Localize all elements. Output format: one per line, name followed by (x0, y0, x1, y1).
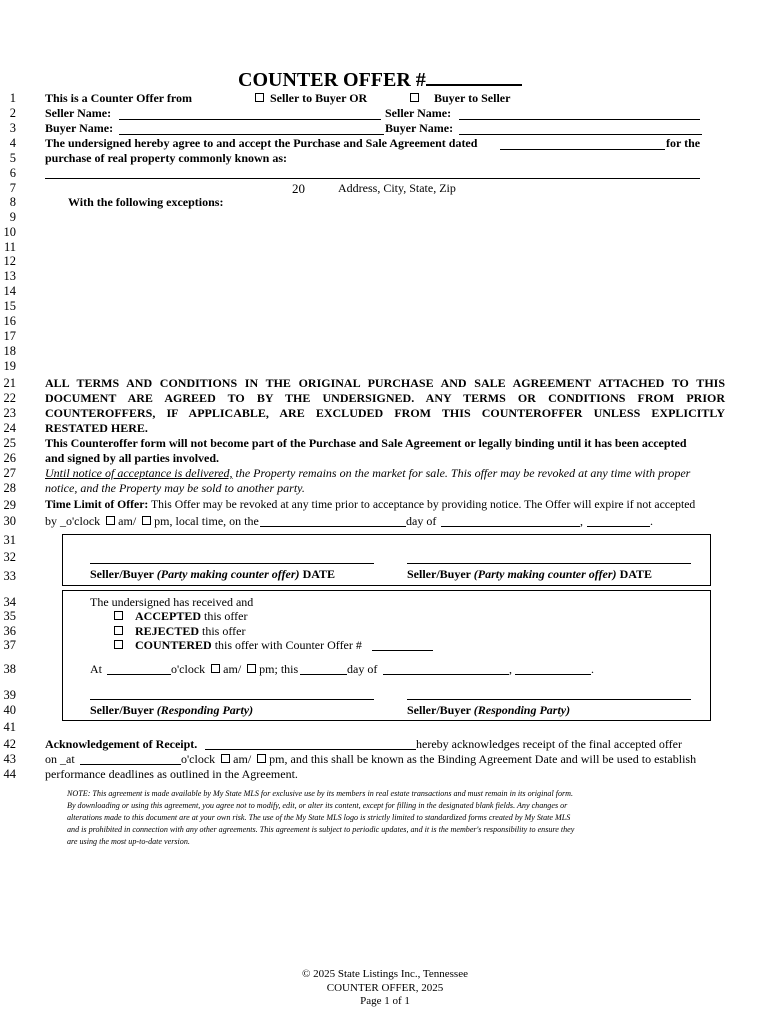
expiry-day-of: day of (406, 514, 437, 528)
line-number: 28 (3, 481, 16, 495)
checkbox-icon[interactable] (255, 93, 264, 102)
response-comma: , (509, 662, 512, 676)
line-number: 26 (3, 451, 16, 465)
line-number: 36 (3, 624, 16, 638)
sig-party: (Responding Party) (156, 703, 254, 717)
response-day-field[interactable] (300, 674, 347, 675)
ack-am: am/ (233, 752, 252, 766)
ack-rest: pm, and this shall be known as the Binding Agreement Date and will be used to establish (269, 752, 697, 766)
line-number: 9 (9, 210, 16, 224)
counter-offer-number-input[interactable] (372, 650, 433, 651)
accepted-label: ACCEPTED (135, 609, 202, 623)
seller-to-buyer-option[interactable] (252, 91, 367, 106)
terms-line-1: ALL TERMS AND CONDITIONS IN THE ORIGINAL PURCHASE AND SALE AGREEMENT ATTACHED TO THIS (45, 376, 725, 390)
am-checkbox-icon[interactable] (221, 754, 230, 763)
buyer-to-seller-label: Buyer to Seller (434, 91, 511, 105)
expiry-by: by _o'clock (45, 514, 101, 528)
terms-line-2: DOCUMENT ARE AGREED TO BY THE UNDERSIGNED. ANY TERMS OR CONDITIONS FROM PRIOR (45, 391, 725, 405)
response-am: am/ (223, 662, 242, 676)
line-number: 23 (3, 406, 16, 420)
sig-role: Seller/Buyer (407, 703, 474, 717)
line-number: 25 (3, 436, 16, 450)
seller-name-label-1: Seller Name: (45, 106, 112, 120)
sig-date: DATE (299, 567, 336, 581)
purchase-text: purchase of real property commonly known as: (45, 151, 288, 165)
line-number: 6 (9, 166, 16, 180)
sig-role: Seller/Buyer (90, 567, 157, 581)
agree-for-text: for the (666, 136, 701, 150)
buyer-name-label-2: Buyer Name: (385, 121, 454, 135)
sig-role: Seller/Buyer (407, 567, 474, 581)
response-signature-label-left (90, 703, 253, 718)
line-number: 30 (3, 514, 16, 528)
note-line: By downloading or using this agreement, you agree not to modify, edit, or alter its content, except for filling in the designated blank fields. Any changes or (67, 801, 568, 811)
time-limit-label: Time Limit of Offer: (45, 498, 149, 511)
time-limit-line (45, 498, 695, 511)
ack-time-field[interactable] (80, 764, 181, 765)
checkbox-icon[interactable] (114, 626, 123, 635)
expiry-line (45, 514, 259, 529)
note-line: alterations made to this document are at your own risk. The use of the My State MLS logo is strictly limited to standardized forms created by My State MLS (67, 813, 571, 823)
offer-signature-label-left (90, 567, 335, 582)
legal-note (67, 788, 707, 848)
notice-rest: the Property remains on the market for sale. This offer may be revoked at any time with proper (232, 466, 691, 480)
line-number: 24 (3, 421, 16, 435)
property-address-field[interactable] (45, 178, 700, 179)
exceptions-text-area[interactable] (66, 212, 706, 362)
line-number: 3 (9, 121, 16, 135)
response-hour-field[interactable] (107, 674, 171, 675)
note-line: are using the most up-to-date version. (67, 837, 190, 847)
agree-text: The undersigned hereby agree to and accept the Purchase and Sale Agreement dated (45, 136, 478, 150)
sig-date: DATE (616, 567, 653, 581)
rejected-label: REJECTED (135, 624, 200, 638)
pm-checkbox-icon[interactable] (257, 754, 266, 763)
ack-oclock: o'clock (181, 752, 216, 766)
response-at: At (90, 662, 102, 676)
accepted-rest: this offer (201, 609, 248, 623)
terms-line-3: COUNTEROFFERS, IF APPLICABLE, ARE EXCLUDED FROM THIS COUNTEROFFER UNLESS EXPLICITLY (45, 406, 725, 420)
line-number: 29 (3, 498, 16, 512)
offer-signature-label-right (407, 567, 652, 582)
am-label: am/ (118, 514, 137, 528)
sig-party: (Responding Party) (473, 703, 571, 717)
address-label: Address, City, State, Zip (338, 181, 456, 195)
line-number: 33 (3, 569, 16, 583)
rejected-rest: this offer (199, 624, 246, 638)
binding-line-2: and signed by all parties involved. (45, 451, 220, 465)
response-oclock: o'clock (171, 662, 206, 676)
response-month-field[interactable] (383, 674, 509, 675)
line-number: 12 (3, 254, 16, 268)
form-title (238, 66, 522, 92)
sig-party: (Party making counter offer) (473, 567, 617, 581)
countered-option[interactable] (111, 638, 362, 653)
binding-line-1: This Counteroffer form will not become part of the Purchase and Sale Agreement or legally binding until it has been accepted (45, 436, 687, 450)
accepted-option[interactable] (111, 609, 247, 624)
ack-time-line (181, 752, 696, 767)
offer-signature-field-right[interactable] (407, 563, 691, 564)
line-number: 38 (3, 662, 16, 676)
response-intro: The undersigned has received and (90, 595, 254, 609)
agreement-date-field[interactable] (500, 149, 665, 150)
terms-line-4: RESTATED HERE. (45, 421, 148, 435)
ack-line-3: performance deadlines as outlined in the Agreement. (45, 767, 298, 781)
line-number: 7 (9, 181, 16, 195)
line-number: 44 (3, 767, 16, 781)
checkbox-icon[interactable] (114, 611, 123, 620)
title-text: COUNTER OFFER # (238, 69, 426, 91)
line-number: 16 (3, 314, 16, 328)
ack-text-1: hereby acknowledges receipt of the final accepted offer (416, 737, 682, 751)
buyer-to-seller-option[interactable] (407, 91, 510, 106)
sig-role: Seller/Buyer (90, 703, 157, 717)
am-checkbox-icon[interactable] (106, 516, 115, 525)
line-number: 11 (3, 240, 16, 254)
response-year-field[interactable] (515, 674, 591, 675)
line-number: 39 (3, 688, 16, 702)
ack-label: Acknowledgement of Receipt. (45, 737, 198, 751)
pm-checkbox-icon[interactable] (247, 664, 256, 673)
sig-party: (Party making counter offer) (156, 567, 300, 581)
notice-line-1 (45, 466, 690, 481)
seller-name-field-1[interactable] (119, 119, 381, 120)
line-number: 17 (3, 329, 16, 343)
checkbox-icon[interactable] (410, 93, 419, 102)
buyer-name-field-1[interactable] (119, 134, 384, 135)
line-number: 43 (3, 752, 16, 766)
line-number: 34 (3, 595, 16, 609)
note-line: NOTE: This agreement is made available by My State MLS for exclusive use by its members in real estate transactions and must remain in its original form. (67, 789, 574, 798)
expiry-period: . (650, 514, 653, 528)
response-period: . (591, 662, 594, 676)
checkbox-icon[interactable] (114, 640, 123, 649)
footer-copyright: © 2025 State Listings Inc., Tennessee (302, 968, 468, 980)
line-number: 35 (3, 609, 16, 623)
line-number: 5 (9, 151, 16, 165)
buyer-name-label-1: Buyer Name: (45, 121, 114, 135)
line-number: 1 (9, 91, 16, 105)
response-signature-field-left[interactable] (90, 699, 374, 700)
line-number: 10 (3, 225, 16, 239)
line-number: 19 (3, 359, 16, 373)
seller-to-buyer-label: Seller to Buyer OR (270, 91, 368, 105)
response-day-of: day of (347, 662, 378, 676)
note-line: and is prohibited in connection with any other agreements. This agreement is subject to periodic updates, and it is the member's responsibility to ensure they (67, 825, 575, 835)
seller-name-field-2[interactable] (459, 119, 700, 120)
buyer-name-field-2[interactable] (459, 134, 702, 135)
line-number: 41 (3, 720, 16, 734)
expiry-month-field[interactable] (441, 526, 580, 527)
line-number: 4 (9, 136, 16, 150)
line-number: 40 (3, 703, 16, 717)
response-time-line (171, 662, 298, 677)
counter-from-label: This is a Counter Offer from (45, 91, 192, 105)
counter-offer-number-field[interactable] (426, 66, 522, 86)
rejected-option[interactable] (111, 624, 245, 639)
notice-underlined: Until notice of acceptance is delivered, (45, 466, 233, 480)
countered-label: COUNTERED (135, 638, 212, 652)
year-prefix: 20 (292, 181, 305, 196)
expiry-year-field[interactable] (587, 526, 650, 527)
response-signature-field-right[interactable] (407, 699, 691, 700)
notice-line-2: notice, and the Property may be sold to another party. (45, 481, 305, 495)
footer-form-name: COUNTER OFFER, 2025 (326, 982, 444, 994)
line-number: 21 (3, 376, 16, 390)
am-checkbox-icon[interactable] (211, 664, 220, 673)
expiry-comma: , (580, 514, 583, 528)
line-number: 27 (3, 466, 16, 480)
line-number: 2 (9, 106, 16, 120)
countered-rest: this offer with Counter Offer # (211, 638, 362, 652)
response-signature-label-right (407, 703, 570, 718)
line-number: 14 (3, 284, 16, 298)
expiry-date-field[interactable] (260, 526, 406, 527)
exceptions-label: With the following exceptions: (68, 195, 224, 209)
line-number: 8 (9, 195, 16, 209)
ack-name-field[interactable] (205, 749, 416, 750)
seller-name-label-2: Seller Name: (385, 106, 452, 120)
line-number: 31 (3, 533, 16, 547)
line-number: 32 (3, 550, 16, 564)
offer-signature-field-left[interactable] (90, 563, 374, 564)
line-number: 15 (3, 299, 16, 313)
ack-on-at: on _at (45, 752, 75, 766)
line-number: 13 (3, 269, 16, 283)
pm-local-label: pm, local time, on the (154, 514, 259, 528)
footer-page: Page 1 of 1 (360, 995, 410, 1007)
line-number: 22 (3, 391, 16, 405)
line-number: 18 (3, 344, 16, 358)
line-number: 42 (3, 737, 16, 751)
time-limit-text: This Offer may be revoked at any time prior to acceptance by providing notice. The Offer will expire if not accepted (148, 498, 696, 511)
line-number: 37 (3, 638, 16, 652)
pm-checkbox-icon[interactable] (142, 516, 151, 525)
response-pm-this: pm; this (259, 662, 299, 676)
